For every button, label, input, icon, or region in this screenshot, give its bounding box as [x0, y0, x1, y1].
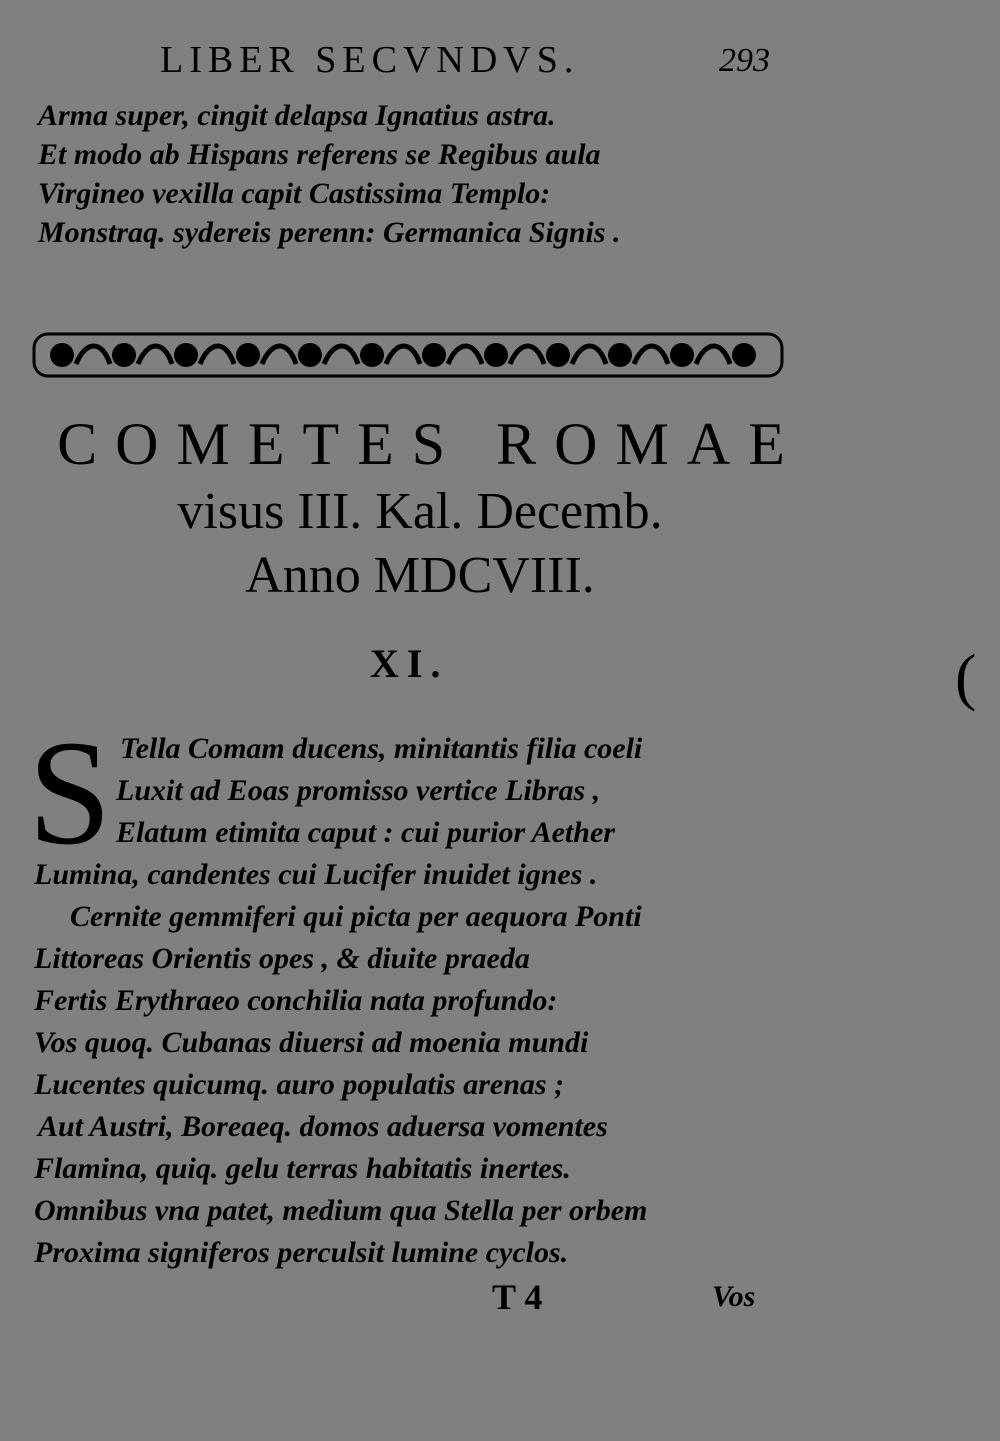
title-line-3: Anno MDCVIII. — [245, 547, 595, 604]
poem-line: Luxit ad Eoas promisso vertice Libras , — [116, 774, 601, 807]
drop-cap: S — [28, 710, 112, 876]
signature-mark: T 4 — [492, 1277, 543, 1317]
poem — [34, 728, 647, 1274]
title-block — [0, 408, 840, 608]
poem-line: Flamina, quiq. gelu terras habitatis inertes. — [34, 1152, 571, 1185]
verse-line: Arma super, cingit delapsa Ignatius astra. — [38, 99, 556, 132]
poem-line: Proxima signiferos perculsit lumine cyclos. — [34, 1236, 569, 1269]
catchword: Vos — [712, 1280, 756, 1313]
poem-line: Elatum etimita caput : cui purior Aether — [116, 816, 615, 849]
poem-line: Fertis Erythraeo conchilia nata profundo: — [34, 984, 558, 1017]
verse-line: Et modo ab Hispans referens se Regibus aula — [38, 138, 601, 171]
running-head — [160, 38, 780, 88]
section-number: XI. — [370, 641, 449, 686]
poem-line: Littoreas Orientis opes , & diuite praeda — [34, 942, 530, 975]
margin-parenthesis: ( — [955, 641, 977, 712]
poem-line: Lucentes quicumq. auro populatis arenas ; — [34, 1068, 565, 1101]
verse-line: Monstraq. sydereis perenn: Germanica Signis . — [38, 216, 621, 249]
poem-line: Vos quoq. Cubanas diuersi ad moenia mundi — [34, 1026, 589, 1059]
page-footer — [0, 1276, 1000, 1326]
poem-line: Tella Comam ducens, minitantis filia coeli — [120, 732, 643, 765]
verse-top — [38, 96, 621, 252]
poem-line: Lumina, candentes cui Lucifer inuidet ignes . — [34, 858, 598, 891]
poem-line: Cernite gemmiferi qui picta per aequora Ponti — [70, 900, 642, 933]
page-number: 293 — [719, 42, 770, 79]
ornament-band — [32, 330, 784, 380]
poem-line: Aut Austri, Boreaeq. domos aduersa vomentes — [38, 1110, 608, 1143]
running-title: LIBER SECVNDVS. — [160, 39, 580, 81]
title-main: COMETES ROMAE — [57, 411, 803, 477]
verse-line: Virgineo vexilla capit Castissima Templo: — [38, 177, 551, 210]
title-line-2: visus III. Kal. Decemb. — [177, 483, 663, 540]
poem-line: Omnibus vna patet, medium qua Stella per orbem — [34, 1194, 648, 1227]
